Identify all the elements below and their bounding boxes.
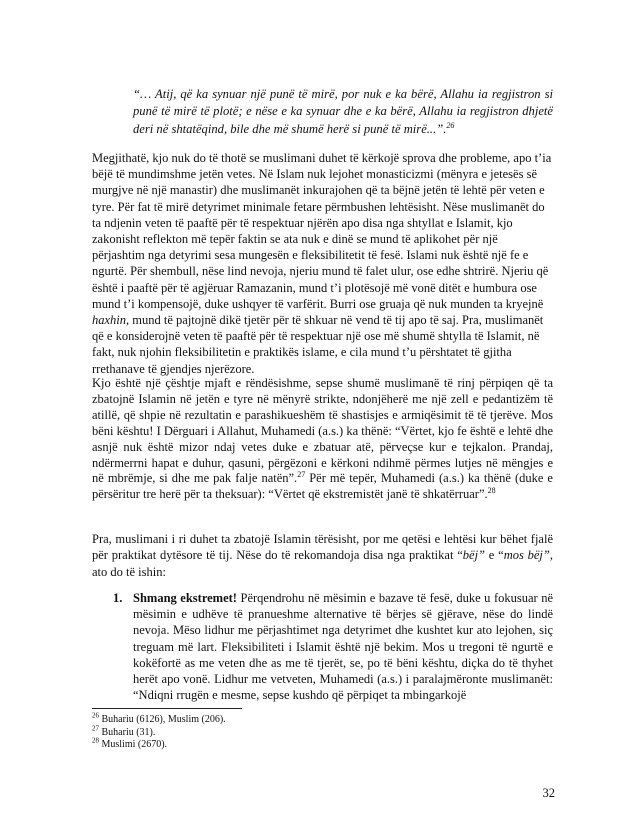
footnote-text: Buhariu (31). — [101, 726, 156, 738]
footnote-number: 28 — [92, 736, 99, 745]
italic-term-do: bëj” — [462, 548, 485, 563]
paragraph-text-end: mund të pajtojnë dikë tjetër për të shkuar në vend të tij apo të saj. Pra, muslimanët që e konsiderojnë veten të paaftë për të respektuar një ose më shumë shtylla të Islamit, në fakt, nuk njohin fleksibilitetin e praktikës islame, e cila mund t’u përshtatet të gjitha rrethanave të gjendjes njerëzore. — [92, 313, 544, 376]
paragraph-text: Pra, muslimani i ri duhet ta zbatojë Islamin tërësisht, por me qetësi e lehtësi kur bëhet fjalë për praktikat dytësore të tij. Nëse do të rekomandoja disa nga praktikat “ — [92, 532, 553, 563]
hadith-quote — [133, 86, 553, 138]
footnote-ref-28[interactable]: 28 — [487, 486, 496, 496]
footnote-text: Muslimi (2670). — [101, 739, 168, 750]
page-number: 32 — [542, 786, 555, 800]
footnote-number: 26 — [92, 711, 99, 720]
footnote-28 — [92, 736, 492, 752]
italic-term-hajj: haxhin, — [92, 313, 130, 328]
list-item-avoid-extremes — [113, 590, 553, 703]
footnote-separator — [92, 708, 242, 709]
list-item-heading: Shmang ekstremet! — [133, 591, 237, 605]
list-item-number: 1. — [113, 591, 123, 605]
footnote-ref-27[interactable]: 27 — [297, 470, 306, 480]
paragraph-extremism — [92, 376, 553, 503]
paragraph-text-connector: e “ — [485, 548, 504, 563]
footnote-number: 27 — [92, 724, 99, 733]
footnote-26 — [92, 711, 492, 727]
paragraph-text: Megjithatë, kjo nuk do të thotë se muslimani duhet të kërkojë sprova dhe probleme, apo t’ia bëjë të mundimshme jetën vetes. Në Islam nuk lejohet monasticizmi (mënyra e jetesës së murgjve në një manastir) dhe muslimanët inkurajohen që ta bëjnë jetën të lehtë për veten e tyre. Për fat të mirë detyrimet minimale fetare përmbushen lehtësisht. Nëse muslimanët do ta ndjenin veten të paaftë për të respektuar njërën apo disa nga shtyllat e Islamit, kjo zakonisht reflekton më tepër faktin se ata nuk e dinë se mund të aplikohet për një përjashtim nga detyrimi sesa mungesën e fleksibilitetit të fesë. Islami nuk është një fe e ngurtë. Për shembull, nëse lind nevoja, njeriu mund të falet ulur, ose edhe shtrirë. Njeriu që është i paaftë për të agjëruar Ramazanin, mund t’i plotësojë më vonë ditët e humbura ose mund t’i kompensojë, duke ushqyer të varfërit. Burri ose gruaja që nuk munden ta kryejnë — [92, 151, 552, 311]
paragraph-text-end: , ato do të ishin: — [92, 548, 553, 579]
quote-text: “… Atij, që ka synuar një punë të mirë, por nuk e ka bërë, Allahu ia regjistron si punë të mirë të plotë; e nëse e ka synuar dhe e ka bërë, Allahu ia regjistron dhjetë deri në shtatëqind, bile dhe më shumë herë si punë të mirë...”. — [133, 87, 553, 136]
footnotes — [92, 711, 492, 752]
paragraph-text: Kjo është një çështje mjaft e rëndësishme, sepse shumë muslimanë të rinj përpiqen që ta zbatojnë Islamin në jetën e tyre në mënyrë strikte, ndonjëherë me një zell e pedantizëm të atillë, që shpie në rezultatin e parashikueshëm të shastisjes e armiqësimit të të tjerëve. Mos bëni kështu! I Dërguari i Allahut, Muhamedi (a.s.) ka thënë: “Vërtet, kjo fe është e lehtë dhe asnjë nuk është mizor ndaj vetes duke e zbatuar atë, përveçse kur e tejkalon. Prandaj, ndërmerrni hapat e duhur, qasuni, përgëzoni e kërkoni ndihmë përmes lutjes në mëngjes e në mbrëmje, si dhe me pak falje natën”. — [92, 376, 553, 486]
paragraph-text-continued: Për më tepër, Muhamedi (a.s.) ka thënë (duke e përsëritur tre herë për ta theksuar): “Vërtet që ekstremistët janë të shkatërruar”. — [92, 471, 553, 502]
footnote-text: Buhariu (6126), Muslim (206). — [101, 714, 226, 725]
footnote-ref-26[interactable]: 26 — [446, 120, 455, 130]
list-item-text: Përqendrohu në mësimin e bazave të fesë, duke u fokusuar në mësimin e udhëve të pranueshme alternative të bërjes së gjërave, nëse do lindë nevoja. Mëso lidhur me përjashtimet nga detyrimet dhe kushtet kur ato lejohen, siç treguam më lart. Fleksibiliteti i Islamit është një bekim. Mos u tregoni të ngurtë e kokëfortë as me veten dhe as me të tjerët, se, po të bëni kështu, diçka do të thyhet herët apo vonë. Lidhur me vetveten, Muhamedi (a.s.) i paralajmëronte muslimanët: “Ndiqni rrugën e mesme, sepse kushdo që përpiqet ta mbingarkojë — [133, 591, 554, 703]
italic-term-dont: mos bëj” — [503, 548, 550, 563]
paragraph-recommendations — [92, 531, 553, 580]
list-item-body — [133, 590, 553, 703]
paragraph-flexibility — [92, 150, 553, 377]
footnote-27 — [92, 724, 492, 740]
